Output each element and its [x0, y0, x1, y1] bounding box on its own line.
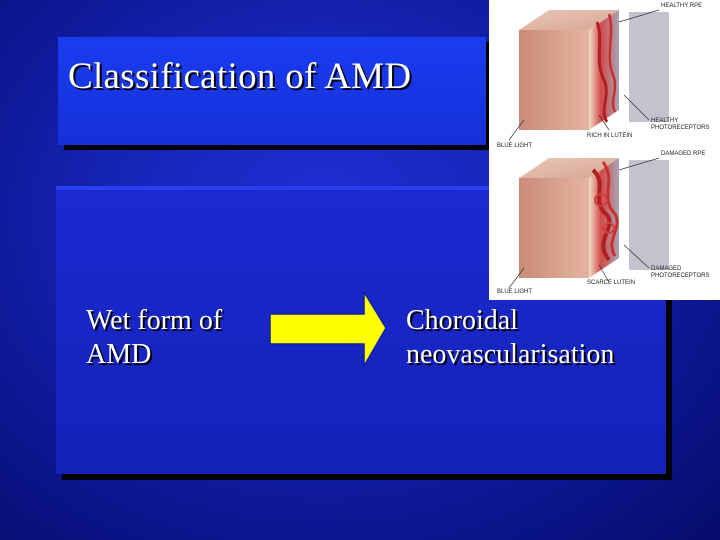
- left-text-line-2: AMD: [86, 339, 152, 370]
- right-text-line-2: neovascularisation: [406, 339, 615, 370]
- label-damaged-photoreceptors: DAMAGED PHOTORECEPTORS: [651, 266, 710, 279]
- right-text-line-1: Choroidal: [406, 305, 518, 336]
- right-arrow-icon: [268, 290, 388, 370]
- damaged-retina-block: [519, 158, 669, 278]
- title-box: [58, 37, 486, 145]
- label-blue-light-bottom: BLUE LIGHT: [497, 289, 533, 295]
- left-text-line-1: Wet form of: [86, 305, 223, 336]
- label-healthy-rpe: HEALTHY RPE: [661, 3, 703, 9]
- label-rich-lutein: RICH IN LUTEIN: [587, 133, 633, 139]
- retina-illustration-graphic: [489, 0, 720, 300]
- retina-illustration: [489, 0, 720, 300]
- label-scarce-lutein: SCARCE LUTEIN: [587, 280, 636, 286]
- left-text-block: [86, 304, 266, 372]
- healthy-retina-block: [519, 10, 669, 130]
- label-damaged-rpe: DAMAGED RPE: [661, 151, 706, 157]
- label-blue-light-top: BLUE LIGHT: [497, 143, 533, 149]
- right-text-block: [406, 304, 666, 372]
- slide-title: Classification of AMD: [68, 56, 412, 97]
- label-healthy-photoreceptors: HEALTHY PHOTORECEPTORS: [651, 118, 710, 131]
